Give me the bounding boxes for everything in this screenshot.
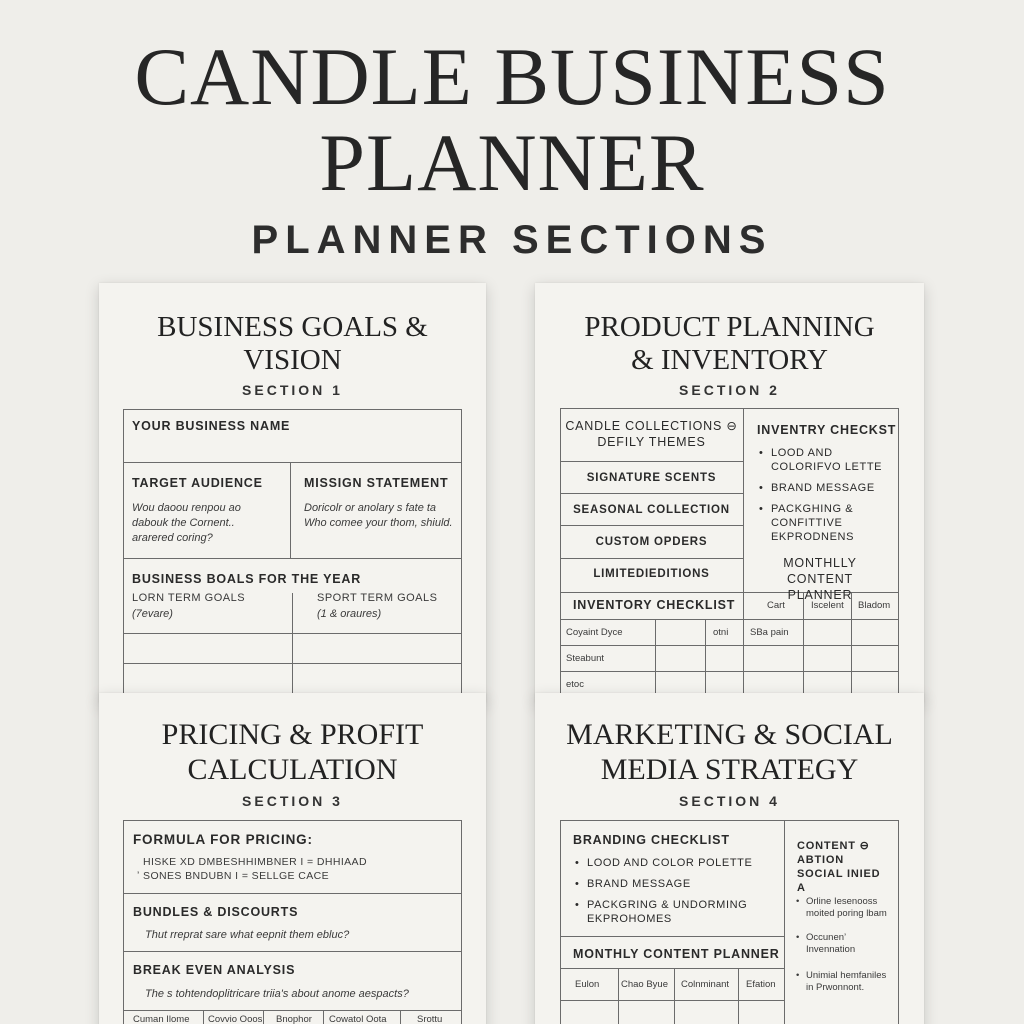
card-title-line-1: PRODUCT PLANNING (584, 311, 875, 343)
page-title (0, 31, 1024, 208)
inventory-row-label: Steabunt (566, 653, 605, 664)
formula-line-1: HISKE XD DMBESHHIMBNER I = DHHIAAD (143, 856, 367, 868)
divider (292, 593, 293, 703)
pricing-header: Cuman Ilome (133, 1014, 190, 1024)
card-title-line-2: VISION (243, 344, 342, 376)
divider (738, 968, 739, 1024)
inventory-header: Cart (767, 600, 785, 611)
seasonal-collection-row[interactable]: SEASONAL COLLECTION (573, 504, 730, 516)
card-title (535, 717, 924, 787)
bundles-title: BUNDLES & DISCOURTS (133, 905, 299, 919)
inventory-checklist-title: INVENTORY CHECKLIST (573, 598, 736, 612)
divider (203, 1010, 204, 1024)
divider (123, 951, 462, 952)
divider (560, 525, 743, 526)
pricing-header: Cowatol Oota (329, 1014, 387, 1024)
divider (743, 592, 744, 703)
card-title (535, 311, 924, 377)
target-audience-text: Wou daoou renpou ao dabouk the Cornent.. ararered coring? (132, 502, 241, 544)
card-title-line-1: PRICING & PROFIT (161, 718, 424, 751)
checklist-item[interactable]: • BRAND MESSAGE (771, 481, 891, 495)
inventory-cell: SBa pain (750, 627, 789, 638)
inventory-row-label: Coyaint Dyce (566, 627, 623, 638)
card-title-line-1: BUSINESS GOALS & (157, 311, 428, 343)
monthly-header: Efation (746, 979, 776, 990)
monthly-content-planner-label: MONTHLLY CONTENT PLANNER (783, 556, 857, 602)
mission-statement-text: Doricolr or anolary s fate ta Who comee your thom, shiuld. (304, 502, 453, 529)
divider (803, 592, 804, 703)
card-pricing-profit (99, 693, 486, 1024)
long-term-goals-label[interactable]: LORN TERM GOALS (132, 592, 246, 604)
inventory-cell: otni (713, 627, 729, 638)
divider (560, 936, 784, 937)
card-section-label: SECTION 3 (242, 793, 343, 809)
checklist-item[interactable]: • PACKGHING & CONFITTIVE EKPRODNENS (771, 502, 891, 544)
card-title-line-2: & INVENTORY (631, 344, 828, 376)
card-title-line-2: MEDIA STRATEGY (600, 753, 859, 786)
break-even-text: The s tohtendoplitricare triia's about anome aespacts? (145, 988, 409, 1000)
card-marketing-social (535, 693, 924, 1024)
branding-item[interactable]: • LOOD AND COLOR POLETTE (587, 856, 777, 870)
divider (560, 671, 899, 672)
inventory-header: Bladom (858, 600, 891, 611)
card-business-goals (99, 283, 486, 703)
pricing-header: Srottu (417, 1014, 443, 1024)
content-item: • Orline Iesenooss moited poring lbam (806, 896, 894, 920)
branding-checklist-title: BRANDING CHECKLIST (573, 833, 730, 847)
divider (290, 462, 291, 558)
short-term-goals-note: (1 & oraures) (317, 608, 382, 620)
business-name-label[interactable]: YOUR BUSINESS NAME (132, 419, 291, 433)
divider (123, 462, 462, 463)
divider (655, 619, 656, 703)
pricing-header: Bnophor (276, 1014, 312, 1024)
divider (705, 619, 706, 703)
page-title-line-1: CANDLE BUSINESS (134, 31, 890, 122)
formula-title: FORMULA FOR PRICING: (133, 832, 313, 847)
mission-statement-label[interactable]: MISSIGN STATEMENT (304, 476, 449, 490)
divider (560, 1000, 784, 1001)
pricing-header: Covvio Ooos (208, 1014, 263, 1024)
formula-line-2: ʼ SONES BNDUBN I = SELLGE CACE (137, 870, 330, 882)
branding-item[interactable]: • BRAND MESSAGE (587, 877, 777, 891)
card-title (99, 311, 486, 377)
monthly-header: Colnminant (681, 979, 730, 990)
card-title (99, 717, 486, 787)
divider (400, 1010, 401, 1024)
inventory-header: Iscelent (811, 600, 844, 611)
page-subtitle: PLANNER SECTIONS (251, 218, 773, 262)
monthly-content-planner-title: MONTHLY CONTENT PLANNER (573, 947, 780, 961)
card-title-line-2: CALCULATION (187, 753, 398, 786)
inventory-check-title: INVENTRY CHECKST (757, 423, 897, 437)
content-item: • Occunen’ Invennation (806, 932, 894, 956)
divider (560, 558, 743, 559)
card-section-label: SECTION 1 (242, 382, 343, 398)
short-term-goals-label[interactable]: SPORT TERM GOALS (317, 592, 438, 604)
signature-scents-row[interactable]: SIGNATURE SCENTS (586, 472, 717, 484)
divider (560, 968, 784, 969)
divider (618, 968, 619, 1024)
candle-collections-row[interactable]: CANDLE COLLECTIONS ⊖ DEFILY THEMES (565, 419, 738, 449)
break-even-title: BREAK EVEN ANALYSIS (133, 963, 296, 977)
card-product-planning (535, 283, 924, 703)
divider (560, 493, 743, 494)
custom-orders-row[interactable]: CUSTOM OPDERS (595, 536, 708, 548)
card-section-label: SECTION 4 (679, 793, 780, 809)
target-audience-label[interactable]: TARGET AUDIENCE (132, 476, 263, 490)
branding-item[interactable]: • PACKGRING & UNDORMING EKPROHOMES (587, 898, 757, 926)
divider (123, 558, 462, 559)
card-section-label: SECTION 2 (679, 382, 780, 398)
divider (560, 645, 899, 646)
page-title-line-2: PLANNER (319, 117, 705, 208)
divider (851, 592, 852, 703)
divider (263, 1010, 264, 1024)
limited-editions-row[interactable]: LIMITEDIEDITIONS (593, 568, 710, 580)
long-term-goals-note: (7evare) (132, 608, 173, 620)
monthly-header: Chao Byue (621, 979, 669, 990)
monthly-header: Eulon (575, 979, 600, 990)
divider (123, 1010, 462, 1011)
bundles-text: Thut rreprat sare what eepnit them ebluc? (145, 929, 350, 941)
checklist-item[interactable]: • LOOD AND COLORIFVO LETTE (771, 446, 891, 474)
divider (743, 408, 744, 593)
inventory-row-label: etoc (566, 679, 584, 690)
divider (123, 893, 462, 894)
divider (323, 1010, 324, 1024)
card-title-line-1: MARKETING & SOCIAL (566, 718, 893, 751)
yearly-goals-label: BUSINESS BOALS FOR THE YEAR (132, 572, 362, 586)
content-social-title: CONTENT ⊖ ABTION SOCIAL INIED A (797, 840, 881, 894)
content-item: • Unimial hemfaniles in Prwonnont. (806, 970, 894, 994)
divider (560, 619, 899, 620)
divider (674, 968, 675, 1024)
divider (560, 461, 743, 462)
divider (784, 820, 785, 1024)
